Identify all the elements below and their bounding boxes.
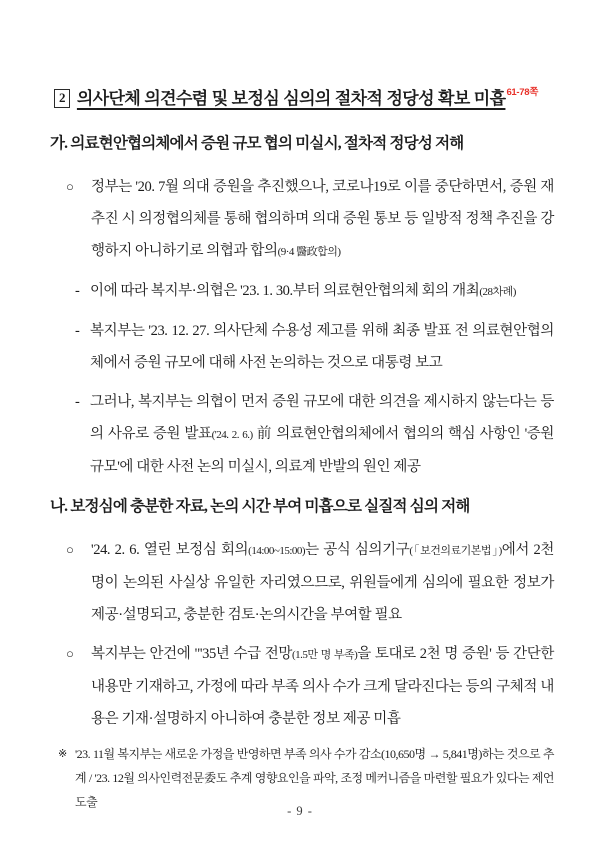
section-title: [54, 84, 554, 109]
small-text-segment: (1.5만 명 부족): [291, 649, 358, 661]
text-segment: 前 의료현안협의체에서 협의의 핵심 사항인 '증원 규모'에 대한 사전 논의 미실시, 의료계 반발의 원인 제공: [90, 426, 554, 475]
small-text-segment: (9·4 醫政합의): [277, 246, 341, 258]
section-number-box: 2: [54, 89, 70, 108]
text-segment: 복지부는 안건에 "'35년 수급 전망: [91, 646, 292, 662]
circle-bullet-marker: ○: [66, 179, 74, 194]
bullet-paragraph: [66, 638, 554, 735]
dash-bullet-marker: -: [75, 283, 80, 299]
text-segment: 그러나, 복지부는 의협이 먼저 증원 규모에 대한 의견을 제시하지 않는다는 등의 사유로 증원 발표: [90, 394, 554, 442]
subsection-heading-na: 나. 보정심에 충분한 자료, 논의 시간 부여 미흡으로 실질적 심의 저해: [50, 498, 470, 515]
paragraph-text: [91, 534, 554, 631]
subsection-heading-ga: 가. 의료현안협의체에서 증원 규모 협의 미실시, 절차적 정당성 저해: [50, 135, 464, 152]
bullet-paragraph: [75, 275, 554, 308]
small-text-segment: (14:00~15:00): [248, 545, 306, 557]
small-text-segment: (28차례): [479, 286, 516, 298]
circle-bullet-marker: ○: [66, 646, 74, 661]
text-segment: 정부는 '20. 7월 의대 증원을 추진했으나, 코로나19로 이를 중단하면서, 증원 재추진 시 의정협의체를 통해 협의하며 의대 증원 통보 등 일방적 정책 추진을 강행하지 아니하기로 의협과 합의: [91, 179, 554, 259]
small-text-segment: ('24. 2. 6.): [211, 429, 253, 441]
dash-bullet-marker: -: [75, 394, 80, 410]
text-segment: 는 공식 심의기구: [305, 542, 410, 558]
footnote-text: '23. 11월 복지부는 새로운 가정을 반영하면 부족 의사 수가 감소(10,650명 → 5,841명)하는 것으로 추계 / '23. 12월 의사인력전문委도 추계 영향요인을 파악, 조정 메커니즘을 마련할 필요가 있다는 제언 도출: [75, 747, 554, 809]
circle-bullet-marker: ○: [66, 542, 74, 557]
page-number: - 9 -: [287, 804, 313, 818]
bullet-paragraph: [75, 386, 554, 483]
text-segment: 이에 따라 복지부·의협은 '23. 1. 30.부터 의료현안협의체 회의 개최: [90, 283, 480, 299]
page-reference-superscript: 61-78쪽: [506, 87, 539, 98]
bullet-paragraph: [75, 315, 554, 379]
text-segment: 복지부는 '23. 12. 27. 의사단체 수용성 제고를 위해 최종 발표 전 의료현안협의체에서 증원 규모에 대해 사전 논의하는 것으로 대통령 보고: [90, 323, 554, 371]
paragraph-text: [91, 638, 554, 735]
small-text-segment: (「보건의료기본법」): [409, 545, 502, 557]
dash-bullet-marker: -: [75, 323, 80, 339]
text-segment: 을 토대로 2천 명 증원' 등 간단한 내용만 기재하고, 가정에 따라 부족 의사 수가 크게 달라진다는 등의 구체적 내용은 기재·설명하지 아니하여 충분한 정보 제공 미흡: [91, 646, 554, 727]
bullet-paragraph: [66, 534, 554, 631]
note-bullet-marker: ※: [58, 748, 67, 760]
text-segment: 에서 2천 명이 논의된 사실상 유일한 자리였으므로, 위원들에게 심의에 필요한 정보가 제공·설명되고, 충분한 검토·논의시간을 부여할 필요: [91, 542, 554, 623]
paragraph-text: [90, 275, 554, 308]
paragraph-text: [91, 171, 554, 268]
paragraph-text: [90, 386, 554, 483]
bullet-paragraph: [66, 171, 554, 268]
text-segment: '24. 2. 6. 열린 보정심 회의: [91, 542, 249, 558]
section-title-text: 의사단체 의견수렴 및 보정심 심의의 절차적 정당성 확보 미흡: [76, 89, 506, 108]
paragraph-text: [90, 315, 554, 379]
